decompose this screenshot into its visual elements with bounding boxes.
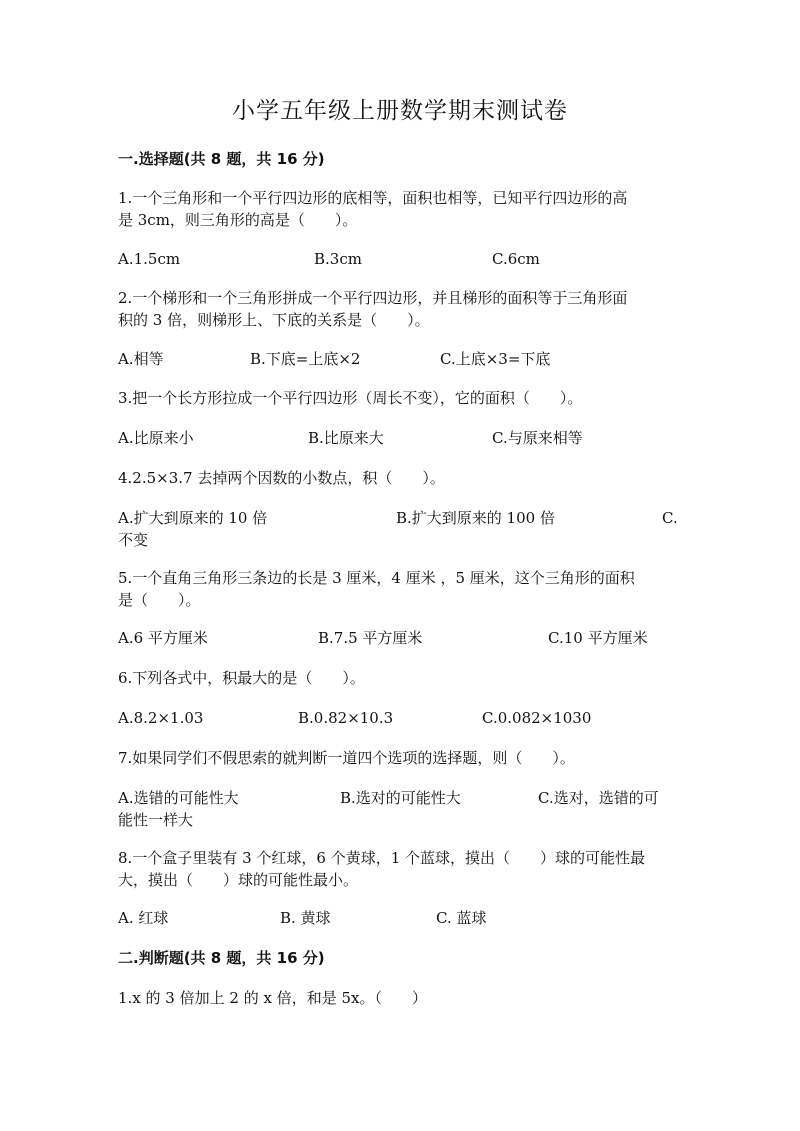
- question-2-line-2: 积的 3 倍，则梯形上、下底的关系是（ ）。: [118, 311, 430, 329]
- question-4-option-c-continued: 不变: [118, 531, 149, 549]
- question-7-option-a: A.选错的可能性大: [118, 789, 239, 807]
- question-3-option-a: A.比原来小: [118, 429, 194, 447]
- question-5-option-b: B.7.5 平方厘米: [318, 629, 423, 647]
- question-2-line-1: 2.一个梯形和一个三角形拼成一个平行四边形，并且梯形的面积等于三角形面: [118, 289, 628, 307]
- question-5-option-c: C.10 平方厘米: [548, 629, 648, 647]
- question-4-option-b: B.扩大到原来的 100 倍: [396, 509, 555, 527]
- page-title: 小学五年级上册数学期末测试卷: [232, 98, 568, 124]
- question-5-line-2: 是（ ）。: [118, 591, 201, 609]
- question-5-option-a: A.6 平方厘米: [118, 629, 208, 647]
- question-1-line-2: 是 3cm，则三角形的高是（ ）。: [118, 211, 358, 229]
- question-2-option-a: A.相等: [118, 350, 164, 368]
- question-8-option-b: B. 黄球: [280, 909, 331, 927]
- question-4-line-1: 4.2.5×3.7 去掉两个因数的小数点，积（ ）。: [118, 469, 445, 487]
- section-heading-choice: 一.选择题(共 8 题，共 16 分): [118, 150, 325, 168]
- question-3-option-c: C.与原来相等: [492, 429, 583, 447]
- question-7-option-b: B.选对的可能性大: [340, 789, 461, 807]
- question-7-option-c: C.选对，选错的可: [538, 789, 659, 807]
- question-5-line-1: 5.一个直角三角形三条边的长是 3 厘米，4 厘米 ，5 厘米，这个三角形的面积: [118, 569, 635, 587]
- question-7-option-c-continued: 能性一样大: [118, 811, 194, 829]
- question-3-option-b: B.比原来大: [308, 429, 384, 447]
- question-4-option-a: A.扩大到原来的 10 倍: [118, 509, 268, 527]
- question-3-line-1: 3.把一个长方形拉成一个平行四边形（周长不变），它的面积（ ）。: [118, 389, 583, 407]
- question-1-option-c: C.6cm: [492, 250, 540, 268]
- question-6-line-1: 6.下列各式中，积最大的是（ ）。: [118, 669, 365, 687]
- question-6-option-a: A.8.2×1.03: [118, 709, 204, 727]
- question-4-option-c: C.: [662, 509, 678, 527]
- question-6-option-b: B.0.82×10.3: [298, 709, 394, 727]
- question-8-option-a: A. 红球: [118, 909, 169, 927]
- question-8-option-c: C. 蓝球: [436, 909, 487, 927]
- question-8-line-2: 大，摸出（ ）球的可能性最小。: [118, 871, 359, 889]
- question-6-option-c: C.0.082×1030: [482, 709, 592, 727]
- question-1-line-1: 1.一个三角形和一个平行四边形的底相等，面积也相等，已知平行四边形的高: [118, 189, 628, 207]
- question-1-option-b: B.3cm: [314, 250, 362, 268]
- section-heading-true-false: 二.判断题(共 8 题，共 16 分): [118, 949, 325, 967]
- question-1-option-a: A.1.5cm: [118, 250, 181, 268]
- question-2-option-c: C.上底×3=下底: [440, 350, 551, 368]
- question-8-line-1: 8.一个盒子里装有 3 个红球，6 个黄球，1 个蓝球，摸出（ ）球的可能性最: [118, 849, 646, 867]
- question-7-line-1: 7.如果同学们不假思索的就判断一道四个选项的选择题，则（ ）。: [118, 749, 575, 767]
- question-2-option-b: B.下底=上底×2: [250, 350, 361, 368]
- judgement-1-line-1: 1.x 的 3 倍加上 2 的 x 倍，和是 5x。（ ）: [118, 989, 427, 1007]
